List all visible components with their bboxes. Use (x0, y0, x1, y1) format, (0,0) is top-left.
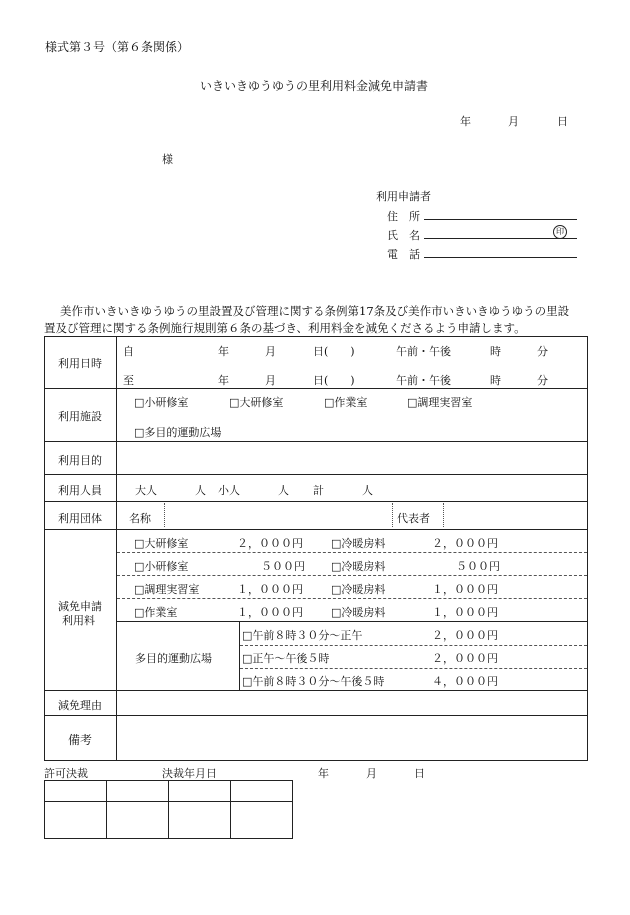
to-day[interactable]: 日( ) (313, 374, 355, 387)
from-label: 自 (123, 345, 134, 358)
representative-field[interactable] (445, 503, 585, 527)
fee-ac-cooking[interactable]: □冷暖房料 (331, 583, 386, 596)
fee-sports-morning-amount: ２，０００円 (432, 629, 498, 642)
fee-sports-fullday[interactable]: □午前８時３０分～午後５時 (242, 675, 385, 688)
approval-year: 年 (318, 767, 329, 780)
adults-unit[interactable]: 人 (195, 484, 206, 497)
facility-option-small-room[interactable]: □小研修室 (134, 396, 189, 409)
total-unit[interactable]: 人 (362, 484, 373, 497)
children-label: 小人 (218, 484, 240, 497)
representative-label: 代表者 (397, 512, 430, 525)
fee-room-large-amount: ２，０００円 (237, 537, 303, 550)
fee-room-work[interactable]: □作業室 (134, 606, 178, 619)
to-hour[interactable]: 時 (490, 374, 501, 387)
fee-ac-large-amount: ２，０００円 (432, 537, 498, 550)
adults-label: 大人 (135, 484, 157, 497)
from-ampm[interactable]: 午前・午後 (396, 345, 451, 358)
address-label: 住 所 (387, 210, 420, 223)
facility-option-sports-ground[interactable]: □多目的運動広場 (134, 426, 222, 439)
from-minute[interactable]: 分 (537, 345, 548, 358)
to-minute[interactable]: 分 (537, 374, 548, 387)
fee-room-small-amount: ５００円 (261, 560, 305, 573)
from-day[interactable]: 日( ) (313, 345, 355, 358)
applicant-heading: 利用申請者 (376, 190, 431, 203)
fee-sports-afternoon-amount: ２，０００円 (432, 652, 498, 665)
fee-ac-small-amount: ５００円 (456, 560, 500, 573)
fee-label-line-2: 利用料 (62, 614, 95, 627)
phone-label: 電 話 (387, 248, 420, 261)
approval-cell[interactable] (45, 781, 107, 802)
approval-label: 許可決裁 (44, 767, 88, 780)
intro-line-1: 美作市いきいきゆうゆうの里設置及び管理に関する条例第17条及び美作市いきいきゆうゆうの里設 (60, 304, 570, 318)
remarks-field[interactable] (118, 717, 586, 759)
fee-room-small[interactable]: □小研修室 (134, 560, 189, 573)
purpose-label: 利用目的 (58, 454, 102, 467)
fee-room-cooking-amount: １，０００円 (237, 583, 303, 596)
fee-sports-morning[interactable]: □午前８時３０分～正午 (242, 629, 363, 642)
from-month[interactable]: 月 (265, 345, 276, 358)
fee-room-work-amount: １，０００円 (237, 606, 303, 619)
approval-cell[interactable] (107, 802, 169, 839)
form-number: 様式第３号（第６条関係） (45, 40, 190, 54)
approval-cell[interactable] (169, 802, 231, 839)
approval-cell[interactable] (169, 781, 231, 802)
phone-field[interactable] (424, 245, 577, 258)
to-label: 至 (123, 374, 134, 387)
name-label: 氏 名 (387, 229, 420, 242)
date-day-label: 日 (557, 115, 568, 128)
usage-datetime-label: 利用日時 (58, 357, 102, 370)
children-unit[interactable]: 人 (278, 484, 289, 497)
fee-ac-large[interactable]: □冷暖房料 (331, 537, 386, 550)
group-label: 利用団体 (58, 512, 102, 525)
from-hour[interactable]: 時 (490, 345, 501, 358)
approval-grid (44, 780, 293, 839)
fee-ac-work[interactable]: □冷暖房料 (331, 606, 386, 619)
approval-cell[interactable] (107, 781, 169, 802)
to-year[interactable]: 年 (218, 374, 229, 387)
approval-cell[interactable] (45, 802, 107, 839)
fee-room-large[interactable]: □大研修室 (134, 537, 189, 550)
purpose-field[interactable] (118, 443, 586, 473)
fee-sports-afternoon[interactable]: □正午～午後５時 (242, 652, 330, 665)
facility-option-workroom[interactable]: □作業室 (324, 396, 368, 409)
addressee-suffix: 様 (162, 153, 173, 166)
group-name-field[interactable] (166, 503, 392, 527)
approval-date-label: 決裁年月日 (162, 767, 217, 780)
group-name-label: 名称 (129, 512, 151, 525)
approval-cell[interactable] (231, 781, 293, 802)
form-title: いきいきゆうゆうの里利用料金減免申請書 (200, 79, 429, 93)
to-ampm[interactable]: 午前・午後 (396, 374, 451, 387)
address-field[interactable] (424, 207, 577, 220)
facility-option-cooking-room[interactable]: □調理実習室 (407, 396, 473, 409)
facility-option-large-room[interactable]: □大研修室 (229, 396, 284, 409)
fee-room-cooking[interactable]: □調理実習室 (134, 583, 200, 596)
reason-field[interactable] (118, 692, 586, 714)
remarks-label: 備考 (68, 733, 93, 747)
seal-mark: 印 (553, 225, 567, 239)
date-year-label: 年 (460, 115, 471, 128)
fee-sports-ground-label: 多目的運動広場 (135, 652, 212, 665)
fee-sports-fullday-amount: ４，０００円 (432, 675, 498, 688)
date-month-label: 月 (508, 115, 519, 128)
fee-ac-small[interactable]: □冷暖房料 (331, 560, 386, 573)
from-year[interactable]: 年 (218, 345, 229, 358)
intro-line-2: 置及び管理に関する条例施行規則第６条の基づき、利用料金を減免くださるよう申請します。 (44, 321, 526, 335)
approval-cell[interactable] (231, 802, 293, 839)
approval-day: 日 (414, 767, 425, 780)
facility-label: 利用施設 (58, 410, 102, 423)
approval-month: 月 (366, 767, 377, 780)
fee-ac-work-amount: １，０００円 (432, 606, 498, 619)
reason-label: 減免理由 (58, 699, 102, 712)
fee-label-line-1: 減免申請 (58, 600, 102, 613)
total-label: 計 (313, 484, 324, 497)
fee-ac-cooking-amount: １，０００円 (432, 583, 498, 596)
to-month[interactable]: 月 (265, 374, 276, 387)
people-label: 利用人員 (58, 484, 102, 497)
